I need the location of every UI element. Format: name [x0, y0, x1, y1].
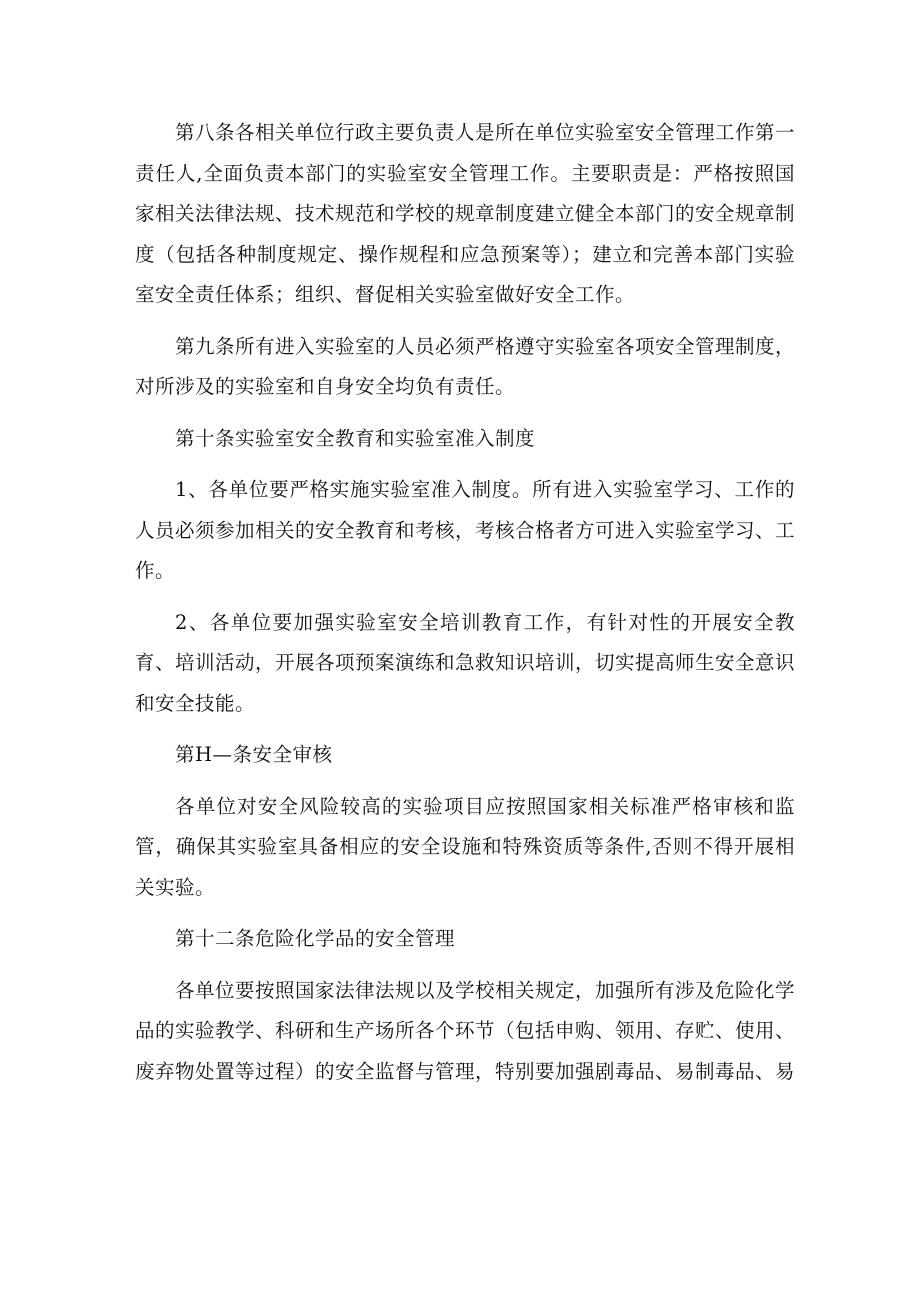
- document-body: [135, 113, 795, 1103]
- article-11-paragraph: 各单位对安全风险较高的实验项目应按照国家相关标准严格审核和监管，确保其实验室具备相应的安全设施和特殊资质等条件,否则不得开展相关实验。: [135, 794, 795, 899]
- article-11-heading: 第H—条安全审核: [175, 743, 333, 766]
- article-12-heading: 第十二条危险化学品的安全管理: [175, 927, 456, 950]
- article-9-paragraph: 第九条所有进入实验室的人员必须严格遵守实验室各项安全管理制度，对所涉及的实验室和自身安全均负有责任。: [135, 334, 796, 398]
- article-10-item-1: 1、各单位要严格实施实验室准入制度。所有进入实验室学习、工作的人员必须参加相关的安全教育和考核，考核合格者方可进入实验室学习、工作。: [135, 478, 796, 582]
- article-10-heading: 第十条实验室安全教育和实验室准入制度: [175, 426, 536, 450]
- article-12-paragraph: 各单位要按照国家法律法规以及学校相关规定，加强所有涉及危险化学品的实验教学、科研和生产场所各个环节（包括申购、领用、存贮、使用、废弃物处置等过程）的安全监督与管理，特别要加强剧毒品、易制毒品、易: [135, 978, 796, 1083]
- article-10-item-2: 2、各单位要加强实验室安全培训教育工作，有针对性的开展安全教育、培训活动，开展各项预案演练和急救知识培训，切实提高师生安全意识和安全技能。: [135, 610, 796, 715]
- article-8-paragraph: 第八条各相关单位行政主要负责人是所在单位实验室安全管理工作第一责任人,全面负责本部门的实验室安全管理工作。主要职责是：严格按照国家相关法律法规、技术规范和学校的规章制度建立健全本部门的安全规章制度（包括各种制度规定、操作规程和应急预案等）；建立和完善本部门实验室安全责任体系；组织、督促相关实验室做好安全工作。: [135, 121, 796, 306]
